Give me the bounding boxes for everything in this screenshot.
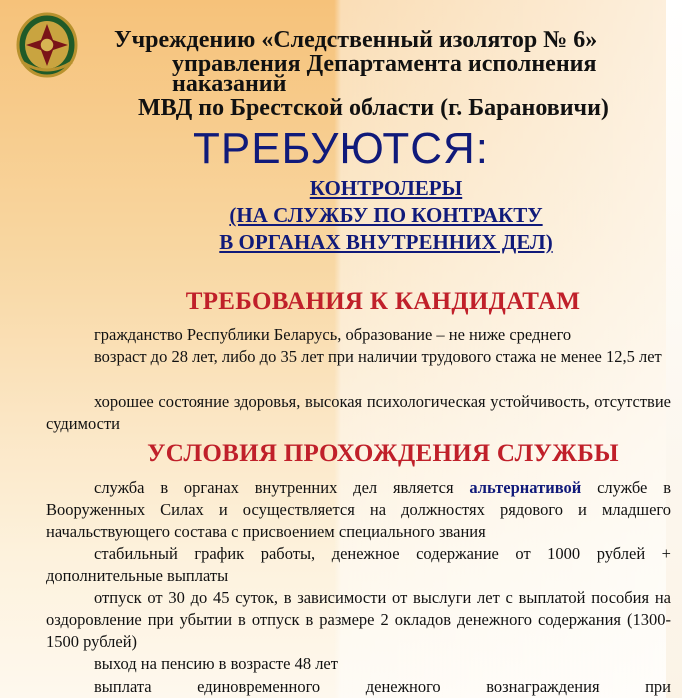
condition-item: выход на пенсию в возрасте 48 лет <box>94 654 338 673</box>
condition-text: служба в органах внутренних дел является <box>94 478 470 497</box>
requirement-item: хорошее состояние здоровья, высокая психологическая устойчивость, отсутствие судимости <box>46 392 671 433</box>
condition-item <box>46 477 671 543</box>
conditions-heading: УСЛОВИЯ ПРОХОЖДЕНИЯ СЛУЖБЫ <box>147 440 619 467</box>
requirement-item: гражданство Республики Беларусь, образование – не ниже среднего <box>94 325 572 344</box>
condition-item: стабильный график работы, денежное содержание от 1000 рублей + дополнительные выплаты <box>46 544 671 585</box>
emblem-icon <box>16 12 78 78</box>
condition-item: выплата единовременного денежного вознаграждения при <box>94 677 671 696</box>
condition-item: отпуск от 30 до 45 суток, в зависимости от выслуги лет с выплатой пособия на оздоровление при убытии в отпуск в размере 2 окладов денежного содержания (1300-1500 рублей) <box>46 588 671 651</box>
header-line-2: управления Департамента исполнения <box>172 51 597 77</box>
subtitle-line-1: КОНТРОЛЕРЫ <box>309 176 463 200</box>
subtitle-line-3: В ОРГАНАХ ВНУТРЕННИХ ДЕЛ) <box>219 230 553 254</box>
requirements-heading: ТРЕБОВАНИЯ К КАНДИДАТАМ <box>185 288 581 315</box>
subtitle-line-2: (НА СЛУЖБУ ПО КОНТРАКТУ <box>229 203 543 227</box>
condition-text: службе в Вооруженных Силах и осуществляется на должностях рядового и младшего начальствующего состава с присвоением специального звания <box>46 478 671 541</box>
header-line-4: МВД по Брестской области (г. Барановичи) <box>138 95 609 121</box>
header-line-3: наказаний <box>172 71 287 97</box>
page-title: ТРЕБУЮТСЯ: <box>192 124 490 173</box>
header-line-1: Учреждению «Следственный изолятор № 6» <box>114 27 598 53</box>
alternative-highlight: альтернативой <box>469 478 582 497</box>
requirement-item: возраст до 28 лет, либо до 35 лет при наличии трудового стажа не менее 12,5 лет <box>94 347 662 366</box>
